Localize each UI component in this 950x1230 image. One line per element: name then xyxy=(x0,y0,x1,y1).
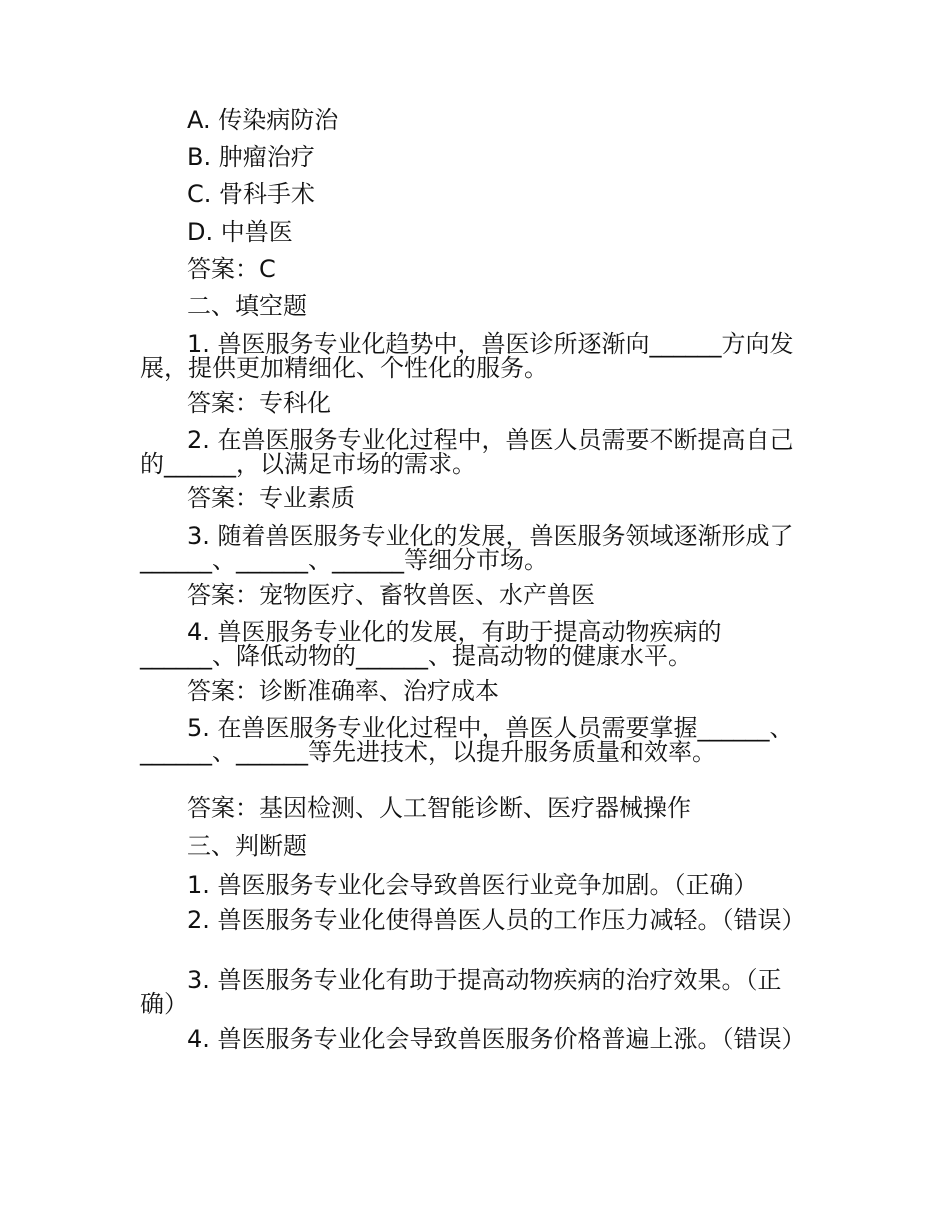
fill-question-4: 4. 兽医服务专业化的发展，有助于提高动物疾病的______、降低动物的______、提高动物的健康水平。 xyxy=(140,618,722,670)
fill-question-2: 2. 在兽医服务专业化过程中，兽医人员需要不断提高自己的______，以满足市场的需求。 xyxy=(140,426,794,478)
fill-question-3: 3. 随着兽医服务专业化的发展，兽医服务领域逐渐形成了______、______、______等细分市场。 xyxy=(140,522,794,574)
section-heading-judge: 三、判断题 xyxy=(187,832,307,860)
fill-answer-3: 答案：宠物医疗、畜牧兽医、水产兽医 xyxy=(187,581,595,609)
fill-answer-2: 答案：专业素质 xyxy=(187,484,355,512)
fill-question-1: 1. 兽医服务专业化趋势中，兽医诊所逐渐向______方向发展，提供更加精细化、个性化的服务。 xyxy=(140,330,794,382)
fill-answer-1: 答案：专科化 xyxy=(187,389,331,417)
option-a: A. 传染病防治 xyxy=(187,106,339,134)
judge-question-2: 2. 兽医服务专业化使得兽医人员的工作压力减轻。（错误） xyxy=(187,906,806,934)
option-c: C. 骨科手术 xyxy=(187,180,316,208)
option-b: B. 肿瘤治疗 xyxy=(187,143,315,171)
choice-answer: 答案：C xyxy=(187,255,276,283)
judge-question-1: 1. 兽医服务专业化会导致兽医行业竞争加剧。（正确） xyxy=(187,871,758,899)
section-heading-fill: 二、填空题 xyxy=(187,292,307,320)
judge-question-4: 4. 兽医服务专业化会导致兽医服务价格普遍上涨。（错误） xyxy=(187,1025,806,1053)
judge-question-3: 3. 兽医服务专业化有助于提高动物疾病的治疗效果。（正确） xyxy=(140,966,782,1018)
fill-answer-5: 答案：基因检测、人工智能诊断、医疗器械操作 xyxy=(187,794,691,822)
fill-question-5: 5. 在兽医服务专业化过程中，兽医人员需要掌握______、______、______等先进技术，以提升服务质量和效率。 xyxy=(140,714,794,766)
option-d: D. 中兽医 xyxy=(187,218,293,246)
fill-answer-4: 答案：诊断准确率、治疗成本 xyxy=(187,677,499,705)
